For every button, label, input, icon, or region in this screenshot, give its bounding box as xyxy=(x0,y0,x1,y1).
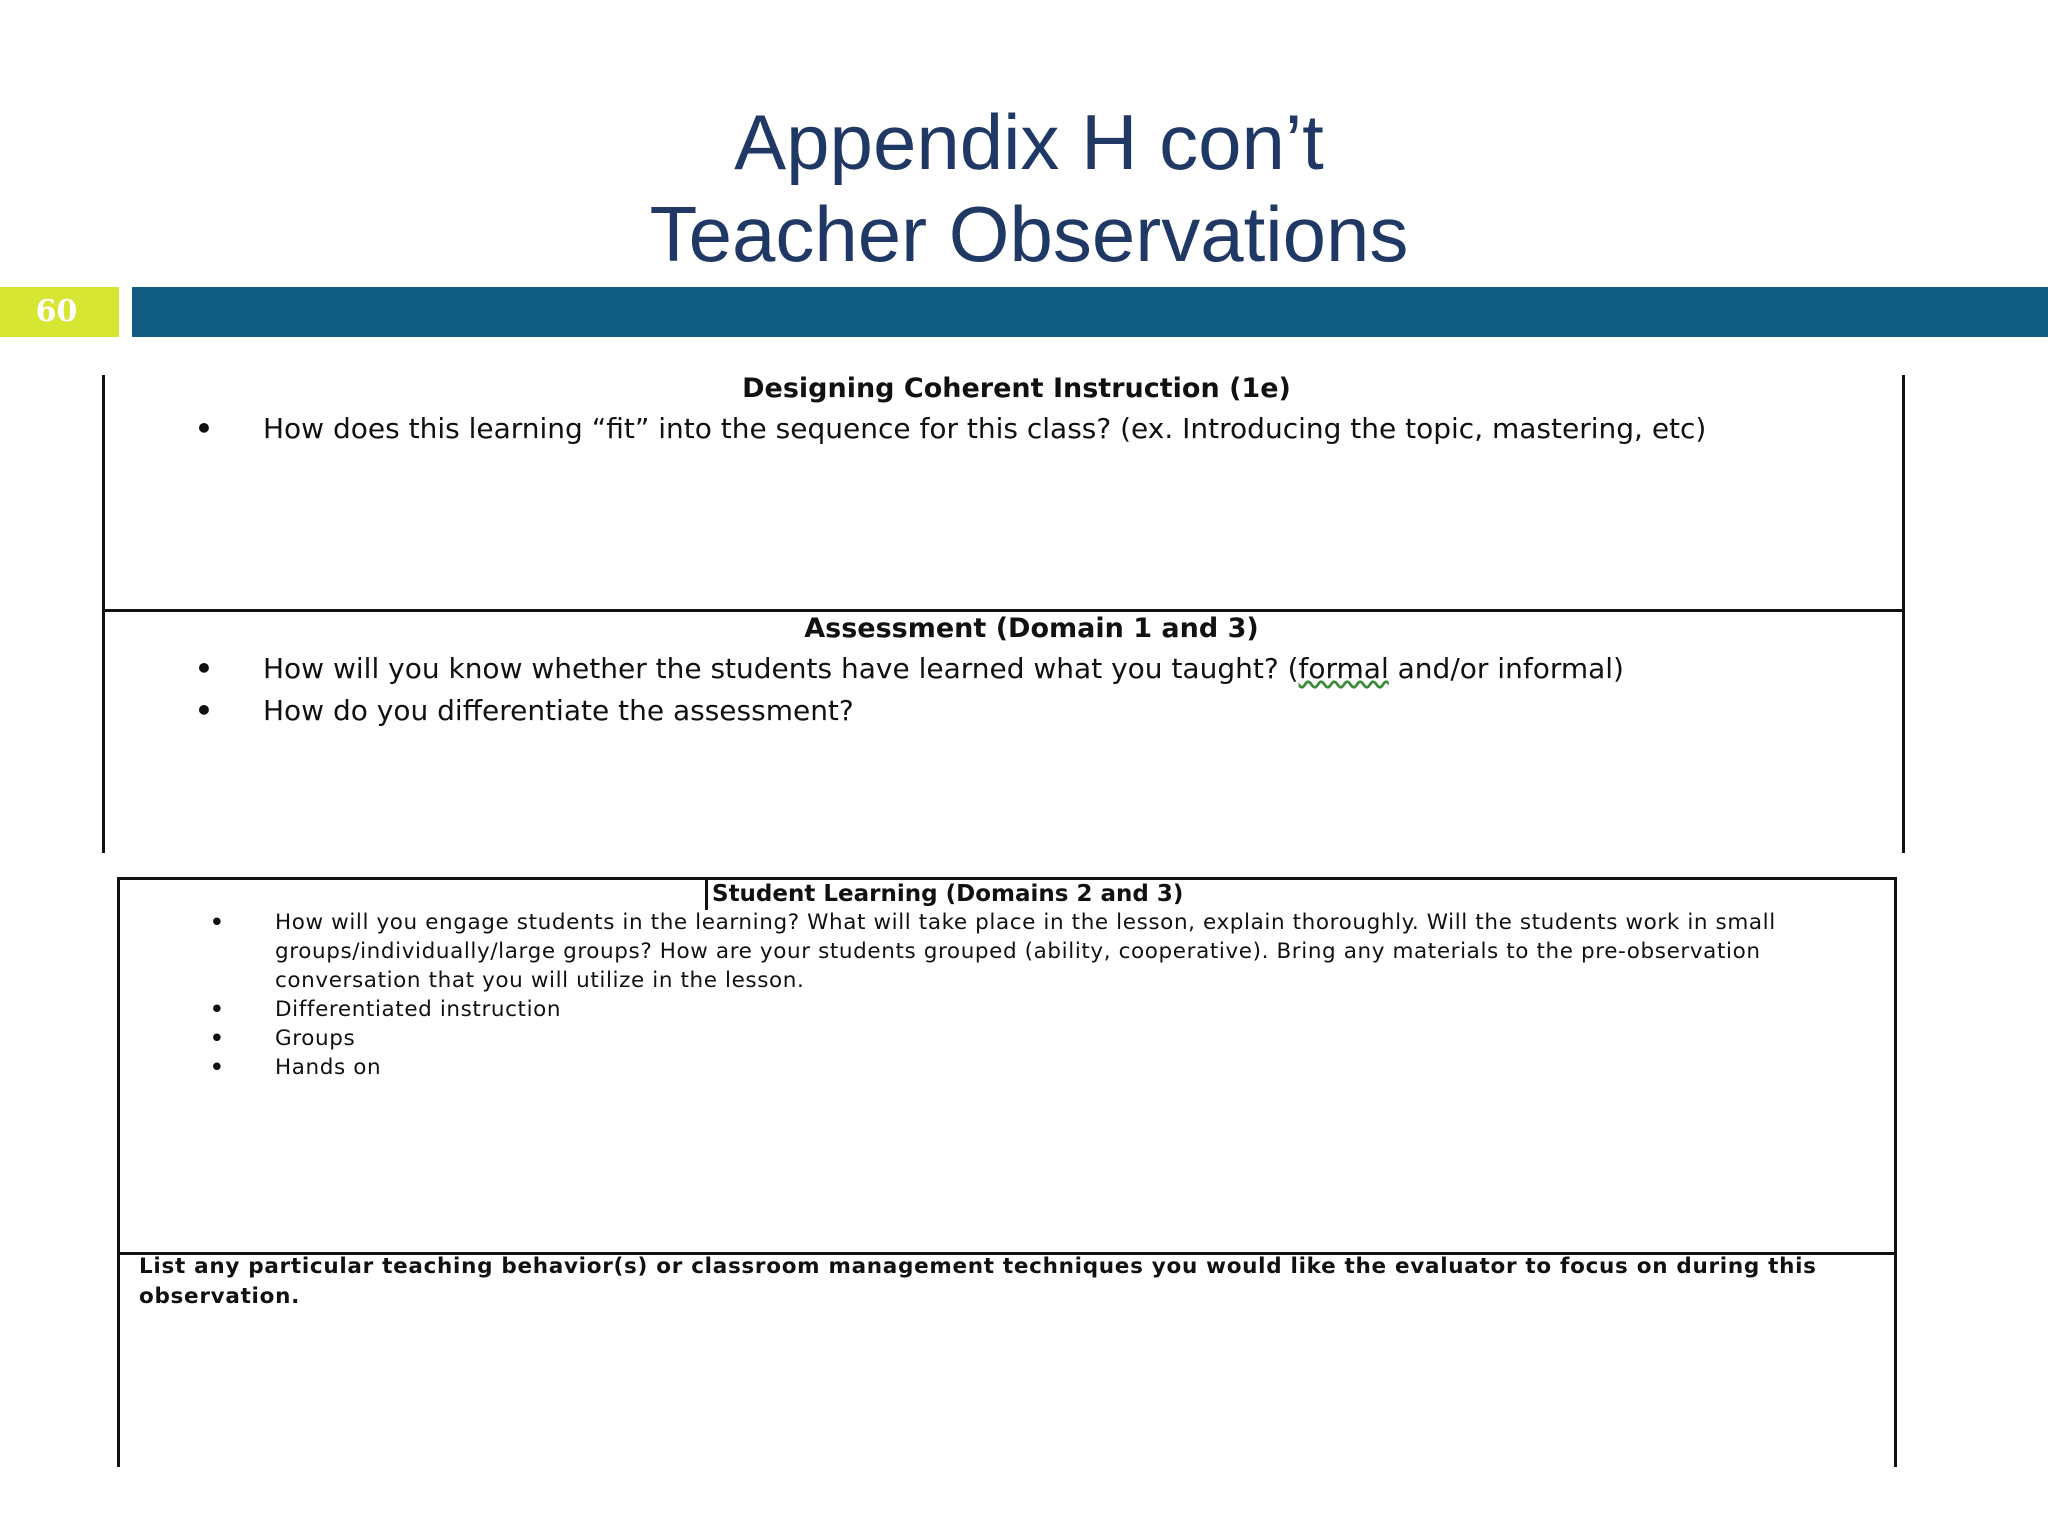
bullet-icon: • xyxy=(210,1055,225,1080)
list-item xyxy=(195,690,1823,732)
bullet-text: How will you engage students in the learning? What will take place in the lesson, explain thoroughly. Will the students work in small groups/individually/large groups? How are your students grouped (ability, cooperative). Bring any materials to the pre-observation conversation that you will utilize in the lesson. xyxy=(275,910,1776,993)
list-item xyxy=(210,908,1885,995)
student-learning-bullets xyxy=(210,908,1885,1082)
list-item xyxy=(210,1053,1885,1082)
bullet-icon: • xyxy=(195,652,213,685)
form-top-section xyxy=(102,375,1905,853)
list-item xyxy=(210,995,1885,1024)
section-heading-instruction: Designing Coherent Instruction (1e) xyxy=(742,373,1291,404)
bullet-text: Groups xyxy=(275,1026,356,1051)
bullet-icon: • xyxy=(195,694,213,727)
spellcheck-underlined-word: formal xyxy=(1298,652,1389,685)
section-heading-assessment: Assessment (Domain 1 and 3) xyxy=(804,613,1259,644)
bullet-text: How do you differentiate the assessment? xyxy=(263,694,854,727)
section-heading-student-learning: Student Learning (Domains 2 and 3) xyxy=(705,880,1183,910)
page-number: 60 xyxy=(0,287,119,337)
header-bar xyxy=(132,287,2048,337)
title-line-2: Teacher Observations xyxy=(649,190,1409,278)
bullet-text-part: How will you know whether the students have learned what you taught? ( xyxy=(263,652,1299,685)
bullet-text: Differentiated instruction xyxy=(275,997,562,1022)
slide-title xyxy=(0,96,2048,280)
bullet-text: How does this learning “fit” into the sequence for this class? (ex. Introducing the topic, mastering, etc) xyxy=(263,412,1707,445)
form-bottom-section xyxy=(117,877,1897,1467)
list-item xyxy=(195,648,1823,690)
list-item xyxy=(210,1024,1885,1053)
focus-request-text: List any particular teaching behavior(s) or classroom management techniques you would like the evaluator to focus on during this observation. xyxy=(139,1254,1817,1309)
section-divider xyxy=(105,609,1902,612)
bullet-icon: • xyxy=(195,412,213,445)
title-line-1: Appendix H con’t xyxy=(734,98,1324,186)
bullet-text: Hands on xyxy=(275,1055,382,1080)
bullet-text-part: and/or informal) xyxy=(1388,652,1624,685)
bullet-icon: • xyxy=(210,1026,225,1051)
bullet-icon: • xyxy=(210,997,225,1022)
list-item xyxy=(195,408,1823,450)
bullet-icon: • xyxy=(210,910,225,935)
instruction-bullets xyxy=(195,408,1823,450)
assessment-bullets xyxy=(195,648,1823,732)
